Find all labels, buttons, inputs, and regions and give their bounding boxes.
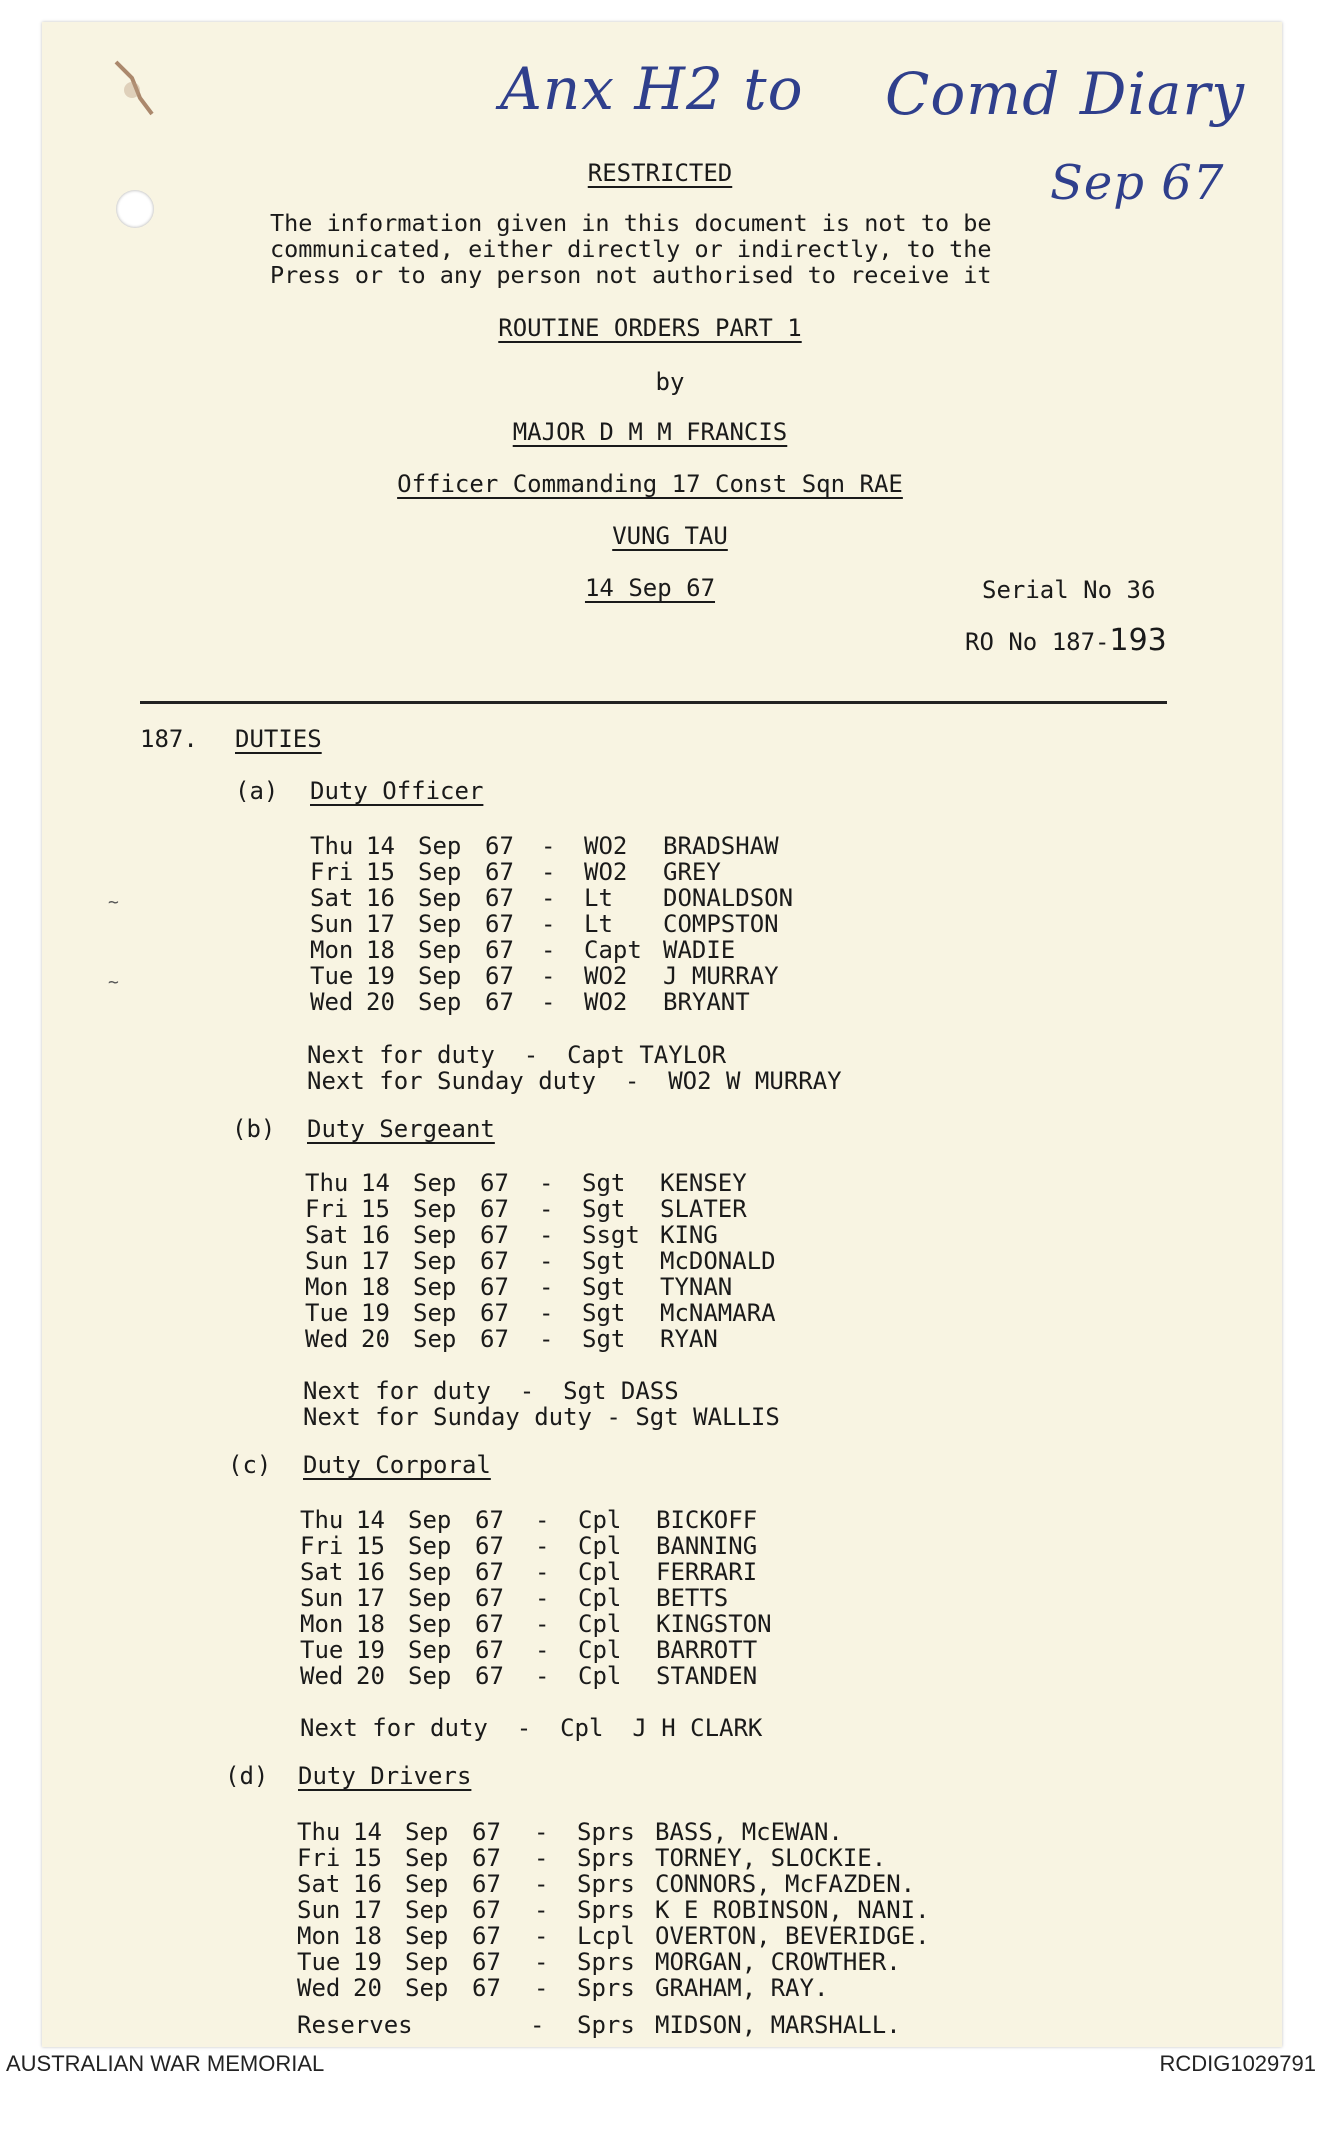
roster-name: GREY bbox=[663, 858, 721, 886]
order-number: 187. bbox=[140, 725, 198, 753]
footer-archive-name: AUSTRALIAN WAR MEMORIAL bbox=[6, 2051, 325, 2076]
next-for-sunday-duty: Next for Sunday duty - Sgt WALLIS bbox=[303, 1403, 780, 1431]
dash: - bbox=[541, 988, 556, 1016]
roster-row bbox=[0, 1222, 1324, 1248]
roster-row bbox=[0, 911, 1324, 937]
officer-appointment: Officer Commanding 17 Const Sqn RAE bbox=[397, 470, 903, 498]
roster-day: Wed bbox=[310, 988, 354, 1016]
roster-rank: Sprs bbox=[577, 1870, 635, 1898]
roster-name: RYAN bbox=[660, 1325, 718, 1353]
roster-month: Sep bbox=[413, 1195, 457, 1223]
dash: - bbox=[530, 2011, 545, 2039]
roster-year: 67 bbox=[480, 1195, 509, 1223]
roster-rank: Cpl bbox=[578, 1662, 622, 1690]
roster-name: BARROTT bbox=[656, 1636, 758, 1664]
roster-year: 67 bbox=[475, 1558, 504, 1586]
divider-rule bbox=[140, 701, 1167, 704]
roster-name: SLATER bbox=[660, 1195, 747, 1223]
roster-day: Sat bbox=[297, 1870, 341, 1898]
ro-number-handwritten: 193 bbox=[1109, 623, 1167, 658]
roster-year: 67 bbox=[472, 1896, 501, 1924]
handwritten-month-note: Sep 67 bbox=[1050, 155, 1225, 211]
roster-name: KING bbox=[660, 1221, 718, 1249]
dash: - bbox=[535, 1662, 550, 1690]
roster-date: 15 bbox=[361, 1195, 390, 1223]
roster-year: 67 bbox=[475, 1610, 504, 1638]
section-title: Duty Officer bbox=[310, 777, 484, 805]
roster-year: 67 bbox=[475, 1532, 504, 1560]
roster-name: KINGSTON bbox=[656, 1610, 772, 1638]
roster-day: Sun bbox=[297, 1896, 341, 1924]
roster-name: STANDEN bbox=[656, 1662, 758, 1690]
roster-row bbox=[0, 1559, 1324, 1585]
roster-name: McNAMARA bbox=[660, 1299, 776, 1327]
dash: - bbox=[539, 1325, 554, 1353]
roster-rank: Lcpl bbox=[577, 1922, 635, 1950]
roster-rank: Cpl bbox=[578, 1532, 622, 1560]
dash: - bbox=[535, 1558, 550, 1586]
roster-rank: Cpl bbox=[578, 1636, 622, 1664]
roster-day: Thu bbox=[310, 832, 354, 860]
roster-day: Sun bbox=[305, 1247, 349, 1275]
roster-year: 67 bbox=[472, 1818, 501, 1846]
roster-date: 15 bbox=[366, 858, 395, 886]
roster-day: Tue bbox=[297, 1948, 341, 1976]
roster-day: Sat bbox=[310, 884, 354, 912]
roster-year: 67 bbox=[480, 1221, 509, 1249]
roster-month: Sep bbox=[418, 884, 462, 912]
roster-name: BASS, McEWAN. bbox=[655, 1818, 843, 1846]
roster-day: Fri bbox=[310, 858, 354, 886]
roster-month: Sep bbox=[405, 1948, 449, 1976]
section-title: Duty Corporal bbox=[303, 1451, 491, 1479]
roster-date: 19 bbox=[361, 1299, 390, 1327]
reserves-row bbox=[0, 2012, 1324, 2038]
roster-date: 18 bbox=[353, 1922, 382, 1950]
roster-date: 18 bbox=[356, 1610, 385, 1638]
document-title: ROUTINE ORDERS PART 1 bbox=[498, 314, 802, 342]
roster-year: 67 bbox=[472, 1974, 501, 2002]
dash: - bbox=[539, 1273, 554, 1301]
roster-month: Sep bbox=[408, 1558, 452, 1586]
roster-row bbox=[0, 859, 1324, 885]
roster-date: 19 bbox=[366, 962, 395, 990]
roster-row bbox=[0, 1611, 1324, 1637]
roster-day: Mon bbox=[310, 936, 354, 964]
roster-day: Thu bbox=[297, 1818, 341, 1846]
ro-number-prefix: RO No 187- bbox=[965, 628, 1110, 656]
roster-date: 14 bbox=[356, 1506, 385, 1534]
roster-row bbox=[0, 1949, 1324, 1975]
roster-row bbox=[0, 1300, 1324, 1326]
next-for-duty: Next for duty - Capt TAYLOR bbox=[307, 1041, 727, 1069]
section-letter: (b) bbox=[232, 1115, 276, 1143]
roster-month: Sep bbox=[418, 988, 462, 1016]
roster-date: 17 bbox=[361, 1247, 390, 1275]
roster-date: 16 bbox=[361, 1221, 390, 1249]
margin-mark: ~ bbox=[108, 892, 119, 913]
roster-year: 67 bbox=[472, 1870, 501, 1898]
roster-month: Sep bbox=[413, 1325, 457, 1353]
roster-rank: Ssgt bbox=[582, 1221, 640, 1249]
roster-month: Sep bbox=[408, 1532, 452, 1560]
roster-name: MORGAN, CROWTHER. bbox=[655, 1948, 901, 1976]
location: VUNG TAU bbox=[612, 522, 728, 550]
roster-name: FERRARI bbox=[656, 1558, 758, 1586]
roster-row bbox=[0, 1819, 1324, 1845]
roster-month: Sep bbox=[413, 1247, 457, 1275]
roster-date: 15 bbox=[353, 1844, 382, 1872]
roster-month: Sep bbox=[418, 962, 462, 990]
roster-year: 67 bbox=[472, 1844, 501, 1872]
roster-day: Sun bbox=[300, 1584, 344, 1612]
roster-month: Sep bbox=[413, 1169, 457, 1197]
roster-day: Mon bbox=[297, 1922, 341, 1950]
roster-row bbox=[0, 1196, 1324, 1222]
roster-month: Sep bbox=[408, 1584, 452, 1612]
roster-rank: WO2 bbox=[584, 858, 628, 886]
roster-year: 67 bbox=[475, 1506, 504, 1534]
section-letter: (a) bbox=[235, 777, 279, 805]
roster-date: 17 bbox=[366, 910, 395, 938]
roster-name: OVERTON, BEVERIDGE. bbox=[655, 1922, 930, 1950]
roster-rank: Sgt bbox=[582, 1195, 626, 1223]
dash: - bbox=[541, 936, 556, 964]
roster-row bbox=[0, 833, 1324, 859]
roster-row bbox=[0, 1170, 1324, 1196]
roster-year: 67 bbox=[475, 1636, 504, 1664]
roster-day: Sat bbox=[300, 1558, 344, 1586]
dash: - bbox=[535, 1532, 550, 1560]
roster-day: Wed bbox=[297, 1974, 341, 2002]
footer-record-id: RCDIG1029791 bbox=[1159, 2051, 1316, 2076]
security-notice-line-1: The information given in this document is not to be bbox=[270, 209, 992, 237]
roster-year: 67 bbox=[485, 858, 514, 886]
roster-row bbox=[0, 1248, 1324, 1274]
order-heading: DUTIES bbox=[235, 725, 322, 753]
roster-date: 20 bbox=[356, 1662, 385, 1690]
roster-month: Sep bbox=[405, 1896, 449, 1924]
roster-rank: Sgt bbox=[582, 1325, 626, 1353]
dash: - bbox=[539, 1221, 554, 1249]
roster-rank: WO2 bbox=[584, 962, 628, 990]
dash: - bbox=[539, 1247, 554, 1275]
roster-year: 67 bbox=[475, 1584, 504, 1612]
roster-rank: Sprs bbox=[577, 1948, 635, 1976]
roster-year: 67 bbox=[480, 1247, 509, 1275]
roster-rank: Sgt bbox=[582, 1169, 626, 1197]
roster-day: Fri bbox=[300, 1532, 344, 1560]
roster-day: Sun bbox=[310, 910, 354, 938]
dash: - bbox=[534, 1818, 549, 1846]
roster-day: Sat bbox=[305, 1221, 349, 1249]
roster-month: Sep bbox=[418, 910, 462, 938]
roster-row bbox=[0, 1274, 1324, 1300]
roster-rank: Sgt bbox=[582, 1273, 626, 1301]
roster-rank: WO2 bbox=[584, 832, 628, 860]
roster-name: BRYANT bbox=[663, 988, 750, 1016]
roster-day: Wed bbox=[305, 1325, 349, 1353]
security-notice-line-2: communicated, either directly or indirectly, to the bbox=[270, 235, 992, 263]
dash: - bbox=[534, 1896, 549, 1924]
roster-row bbox=[0, 1507, 1324, 1533]
roster-date: 16 bbox=[366, 884, 395, 912]
roster-date: 20 bbox=[361, 1325, 390, 1353]
dash: - bbox=[534, 1922, 549, 1950]
roster-day: Tue bbox=[305, 1299, 349, 1327]
roster-row bbox=[0, 1637, 1324, 1663]
dash: - bbox=[541, 910, 556, 938]
dash: - bbox=[541, 832, 556, 860]
roster-row bbox=[0, 989, 1324, 1015]
section-letter: (d) bbox=[225, 1762, 269, 1790]
punch-hole bbox=[116, 190, 154, 228]
dash: - bbox=[541, 858, 556, 886]
dash: - bbox=[534, 1870, 549, 1898]
roster-rank: Cpl bbox=[578, 1584, 622, 1612]
roster-year: 67 bbox=[480, 1273, 509, 1301]
roster-name: DONALDSON bbox=[663, 884, 794, 912]
roster-date: 19 bbox=[356, 1636, 385, 1664]
roster-date: 16 bbox=[356, 1558, 385, 1586]
roster-row bbox=[0, 1975, 1324, 2001]
roster-year: 67 bbox=[480, 1325, 509, 1353]
roster-rank: Lt bbox=[584, 884, 613, 912]
roster-name: BANNING bbox=[656, 1532, 758, 1560]
margin-mark: ~ bbox=[108, 972, 119, 993]
roster-month: Sep bbox=[413, 1273, 457, 1301]
roster-rank: Capt bbox=[584, 936, 642, 964]
roster-day: Tue bbox=[300, 1636, 344, 1664]
roster-year: 67 bbox=[472, 1948, 501, 1976]
roster-date: 19 bbox=[353, 1948, 382, 1976]
roster-rank: Sprs bbox=[577, 1818, 635, 1846]
roster-month: Sep bbox=[405, 1922, 449, 1950]
roster-month: Sep bbox=[405, 1818, 449, 1846]
section-letter: (c) bbox=[228, 1451, 272, 1479]
roster-day: Fri bbox=[305, 1195, 349, 1223]
roster-date: 15 bbox=[356, 1532, 385, 1560]
officer-name: MAJOR D M M FRANCIS bbox=[512, 418, 788, 446]
roster-rank: Sprs bbox=[577, 1974, 635, 2002]
dash: - bbox=[534, 1948, 549, 1976]
roster-year: 67 bbox=[485, 832, 514, 860]
serial-number: Serial No 36 bbox=[982, 576, 1156, 604]
dash: - bbox=[534, 1844, 549, 1872]
roster-row bbox=[0, 1897, 1324, 1923]
roster-name: WADIE bbox=[663, 936, 736, 964]
section-title: Duty Drivers bbox=[298, 1762, 472, 1790]
roster-row bbox=[0, 963, 1324, 989]
roster-year: 67 bbox=[485, 962, 514, 990]
reserves-label: Reserves bbox=[297, 2011, 413, 2039]
roster-row bbox=[0, 1871, 1324, 1897]
roster-name: TYNAN bbox=[660, 1273, 733, 1301]
roster-date: 20 bbox=[366, 988, 395, 1016]
roster-name: BETTS bbox=[656, 1584, 729, 1612]
roster-day: Tue bbox=[310, 962, 354, 990]
order-date: 14 Sep 67 bbox=[584, 574, 716, 602]
roster-name: BRADSHAW bbox=[663, 832, 779, 860]
dash: - bbox=[539, 1195, 554, 1223]
roster-day: Fri bbox=[297, 1844, 341, 1872]
dash: - bbox=[535, 1636, 550, 1664]
roster-row bbox=[0, 1585, 1324, 1611]
dash: - bbox=[535, 1506, 550, 1534]
roster-year: 67 bbox=[485, 910, 514, 938]
dash: - bbox=[541, 962, 556, 990]
roster-day: Mon bbox=[300, 1610, 344, 1638]
roster-row bbox=[0, 1923, 1324, 1949]
reserves-names: MIDSON, MARSHALL. bbox=[655, 2011, 901, 2039]
dash: - bbox=[535, 1584, 550, 1612]
roster-month: Sep bbox=[418, 832, 462, 860]
security-notice-line-3: Press or to any person not authorised to receive it bbox=[270, 261, 992, 289]
roster-rank: Cpl bbox=[578, 1558, 622, 1586]
roster-month: Sep bbox=[418, 858, 462, 886]
roster-month: Sep bbox=[408, 1506, 452, 1534]
handwritten-diary-note: Comd Diary bbox=[885, 60, 1245, 128]
restricted-heading: RESTRICTED bbox=[587, 159, 733, 187]
roster-row bbox=[0, 1845, 1324, 1871]
roster-day: Thu bbox=[305, 1169, 349, 1197]
next-for-sunday-duty: Next for Sunday duty - WO2 W MURRAY bbox=[307, 1067, 842, 1095]
roster-month: Sep bbox=[405, 1974, 449, 2002]
roster-month: Sep bbox=[413, 1221, 457, 1249]
roster-name: TORNEY, SLOCKIE. bbox=[655, 1844, 887, 1872]
roster-name: GRAHAM, RAY. bbox=[655, 1974, 829, 2002]
dash: - bbox=[539, 1299, 554, 1327]
dash: - bbox=[539, 1169, 554, 1197]
roster-rank: WO2 bbox=[584, 988, 628, 1016]
reserves-rank: Sprs bbox=[577, 2011, 635, 2039]
roster-year: 67 bbox=[485, 988, 514, 1016]
dash: - bbox=[541, 884, 556, 912]
rust-stain bbox=[112, 58, 160, 118]
roster-rank: Cpl bbox=[578, 1610, 622, 1638]
roster-rank: Lt bbox=[584, 910, 613, 938]
roster-date: 14 bbox=[366, 832, 395, 860]
roster-row bbox=[0, 1663, 1324, 1689]
roster-month: Sep bbox=[418, 936, 462, 964]
roster-month: Sep bbox=[405, 1870, 449, 1898]
section-title: Duty Sergeant bbox=[307, 1115, 495, 1143]
roster-rank: Sgt bbox=[582, 1299, 626, 1327]
roster-date: 18 bbox=[361, 1273, 390, 1301]
roster-name: McDONALD bbox=[660, 1247, 776, 1275]
roster-date: 17 bbox=[356, 1584, 385, 1612]
roster-rank: Cpl bbox=[578, 1506, 622, 1534]
roster-month: Sep bbox=[405, 1844, 449, 1872]
ro-number bbox=[965, 623, 1167, 658]
roster-date: 14 bbox=[353, 1818, 382, 1846]
handwritten-annex-note: Anx H2 to bbox=[500, 55, 804, 123]
roster-name: KENSEY bbox=[660, 1169, 747, 1197]
roster-row bbox=[0, 1326, 1324, 1352]
roster-rank: Sprs bbox=[577, 1896, 635, 1924]
roster-month: Sep bbox=[408, 1610, 452, 1638]
roster-row bbox=[0, 937, 1324, 963]
roster-year: 67 bbox=[480, 1299, 509, 1327]
roster-name: COMPSTON bbox=[663, 910, 779, 938]
roster-year: 67 bbox=[472, 1922, 501, 1950]
roster-month: Sep bbox=[408, 1662, 452, 1690]
roster-year: 67 bbox=[480, 1169, 509, 1197]
next-for-duty: Next for duty - Sgt DASS bbox=[303, 1377, 679, 1405]
roster-day: Thu bbox=[300, 1506, 344, 1534]
roster-date: 17 bbox=[353, 1896, 382, 1924]
roster-month: Sep bbox=[408, 1636, 452, 1664]
roster-day: Mon bbox=[305, 1273, 349, 1301]
by-line: by bbox=[655, 368, 685, 396]
roster-name: K E ROBINSON, NANI. bbox=[655, 1896, 930, 1924]
roster-month: Sep bbox=[413, 1299, 457, 1327]
roster-date: 20 bbox=[353, 1974, 382, 2002]
roster-name: CONNORS, McFAZDEN. bbox=[655, 1870, 916, 1898]
roster-date: 16 bbox=[353, 1870, 382, 1898]
next-for-duty: Next for duty - Cpl J H CLARK bbox=[300, 1714, 763, 1742]
roster-day: Wed bbox=[300, 1662, 344, 1690]
roster-date: 14 bbox=[361, 1169, 390, 1197]
roster-year: 67 bbox=[485, 884, 514, 912]
dash: - bbox=[535, 1610, 550, 1638]
roster-row bbox=[0, 885, 1324, 911]
roster-rank: Sprs bbox=[577, 1844, 635, 1872]
roster-year: 67 bbox=[475, 1662, 504, 1690]
roster-row bbox=[0, 1533, 1324, 1559]
roster-year: 67 bbox=[485, 936, 514, 964]
roster-date: 18 bbox=[366, 936, 395, 964]
roster-name: J MURRAY bbox=[663, 962, 779, 990]
roster-name: BICKOFF bbox=[656, 1506, 758, 1534]
roster-rank: Sgt bbox=[582, 1247, 626, 1275]
dash: - bbox=[534, 1974, 549, 2002]
